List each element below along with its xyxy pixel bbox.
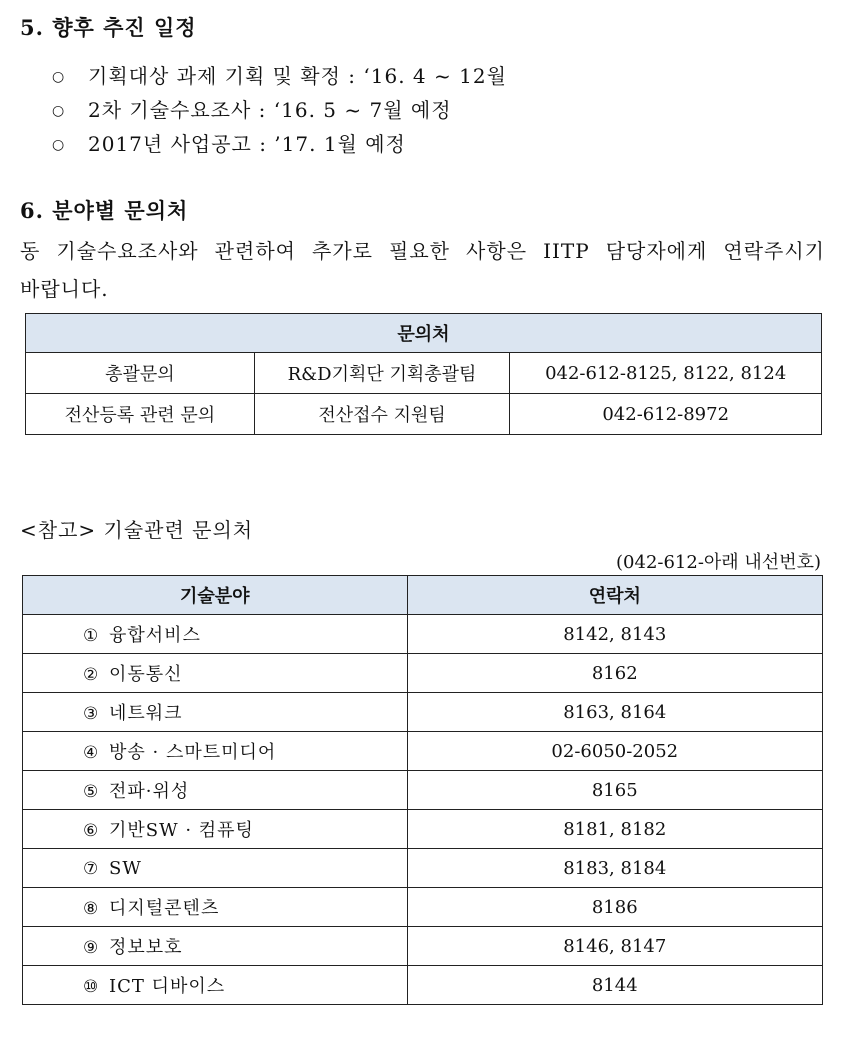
schedule-item-text: 2차 기술수요조사 : ‘16. 5 ~ 7월 예정 — [88, 98, 452, 122]
schedule-item — [52, 128, 406, 157]
tech-field-cell — [23, 966, 408, 1005]
item-number: ⑩ — [83, 977, 100, 997]
item-number: ⑦ — [83, 858, 100, 879]
item-number: ③ — [83, 704, 100, 724]
tech-field-cell — [23, 732, 408, 771]
table-row — [23, 615, 823, 654]
column-header-field: 기술분야 — [23, 576, 408, 615]
tech-contact-cell: 8186 — [407, 888, 822, 927]
item-number: ④ — [83, 743, 100, 763]
tech-contact-cell: 8146, 8147 — [407, 927, 822, 966]
tech-contact-cell: 8163, 8164 — [407, 693, 822, 732]
inquiry-phone: 042-612-8125, 8122, 8124 — [510, 353, 822, 394]
tech-field-name: 기반SW · 컴퓨팅 — [109, 820, 254, 841]
description-line: 바랍니다. — [20, 277, 109, 301]
table-row — [23, 849, 823, 888]
table-row — [23, 732, 823, 771]
table-row — [23, 927, 823, 966]
item-number: ⑥ — [83, 821, 100, 841]
tech-field-name: ICT 디바이스 — [109, 976, 226, 997]
inquiry-team: 전산접수 지원팀 — [254, 394, 510, 435]
tech-contact-cell: 02-6050-2052 — [407, 732, 822, 771]
table-row — [23, 693, 823, 732]
tech-field-cell — [23, 771, 408, 810]
item-number: ② — [83, 665, 100, 685]
tech-field-cell — [23, 927, 408, 966]
tech-contact-cell: 8181, 8182 — [407, 810, 822, 849]
tech-contact-cell: 8183, 8184 — [407, 849, 822, 888]
schedule-item-text: 기획대상 과제 기획 및 확정 : ‘16. 4 ~ 12월 — [88, 64, 507, 88]
table-row — [26, 353, 822, 394]
inquiry-table — [25, 313, 822, 435]
tech-field-cell — [23, 615, 408, 654]
item-number: ① — [83, 626, 100, 646]
item-number: ⑤ — [83, 782, 100, 802]
tech-field-name: 전파·위성 — [109, 781, 190, 802]
description-line: 동 기술수요조사와 관련하여 추가로 필요한 사항은 IITP 담당자에게 연락주시기 — [20, 239, 825, 263]
schedule-item — [52, 94, 452, 123]
tech-field-cell — [23, 888, 408, 927]
tech-contact-cell: 8142, 8143 — [407, 615, 822, 654]
section6-description — [20, 232, 825, 308]
schedule-item-text: 2017년 사업공고 : ’17. 1월 예정 — [88, 132, 406, 156]
tech-field-name: 융합서비스 — [109, 625, 201, 646]
item-number: ⑨ — [83, 938, 100, 958]
bullet-circle-icon: ○ — [52, 103, 66, 119]
table-row — [23, 654, 823, 693]
tech-field-name: 이동통신 — [109, 664, 183, 685]
inquiry-category: 총괄문의 — [26, 353, 255, 394]
tech-field-name: 네트워크 — [109, 703, 183, 724]
section5-title: 5. 향후 추진 일정 — [20, 15, 197, 40]
table-row — [23, 771, 823, 810]
table-row — [23, 966, 823, 1005]
inquiry-category: 전산등록 관련 문의 — [26, 394, 255, 435]
tech-field-cell — [23, 693, 408, 732]
table-row — [23, 888, 823, 927]
column-header-contact: 연락처 — [407, 576, 822, 615]
tech-field-name: 디지털콘텐츠 — [109, 898, 220, 919]
tech-field-name: 방송 · 스마트미디어 — [109, 742, 277, 763]
inquiry-team: R&D기획단 기획총괄팀 — [254, 353, 510, 394]
table-row — [23, 810, 823, 849]
tech-contact-cell: 8162 — [407, 654, 822, 693]
tech-contact-table — [22, 575, 823, 1005]
inquiry-table-header: 문의처 — [26, 314, 822, 353]
schedule-item — [52, 60, 507, 89]
tech-field-cell — [23, 654, 408, 693]
section6-title: 6. 분야별 문의처 — [20, 198, 189, 223]
reference-note: (042-612-아래 내선번호) — [616, 552, 821, 573]
bullet-circle-icon: ○ — [52, 137, 66, 153]
item-number: ⑧ — [83, 899, 100, 919]
tech-field-name: SW — [109, 857, 142, 879]
tech-field-name: 정보보호 — [109, 937, 183, 958]
tech-contact-cell: 8165 — [407, 771, 822, 810]
reference-title: <참고> 기술관련 문의처 — [20, 518, 254, 542]
inquiry-phone: 042-612-8972 — [510, 394, 822, 435]
tech-field-cell — [23, 849, 408, 888]
table-row — [26, 394, 822, 435]
tech-field-cell — [23, 810, 408, 849]
bullet-circle-icon: ○ — [52, 69, 66, 85]
tech-contact-cell: 8144 — [407, 966, 822, 1005]
